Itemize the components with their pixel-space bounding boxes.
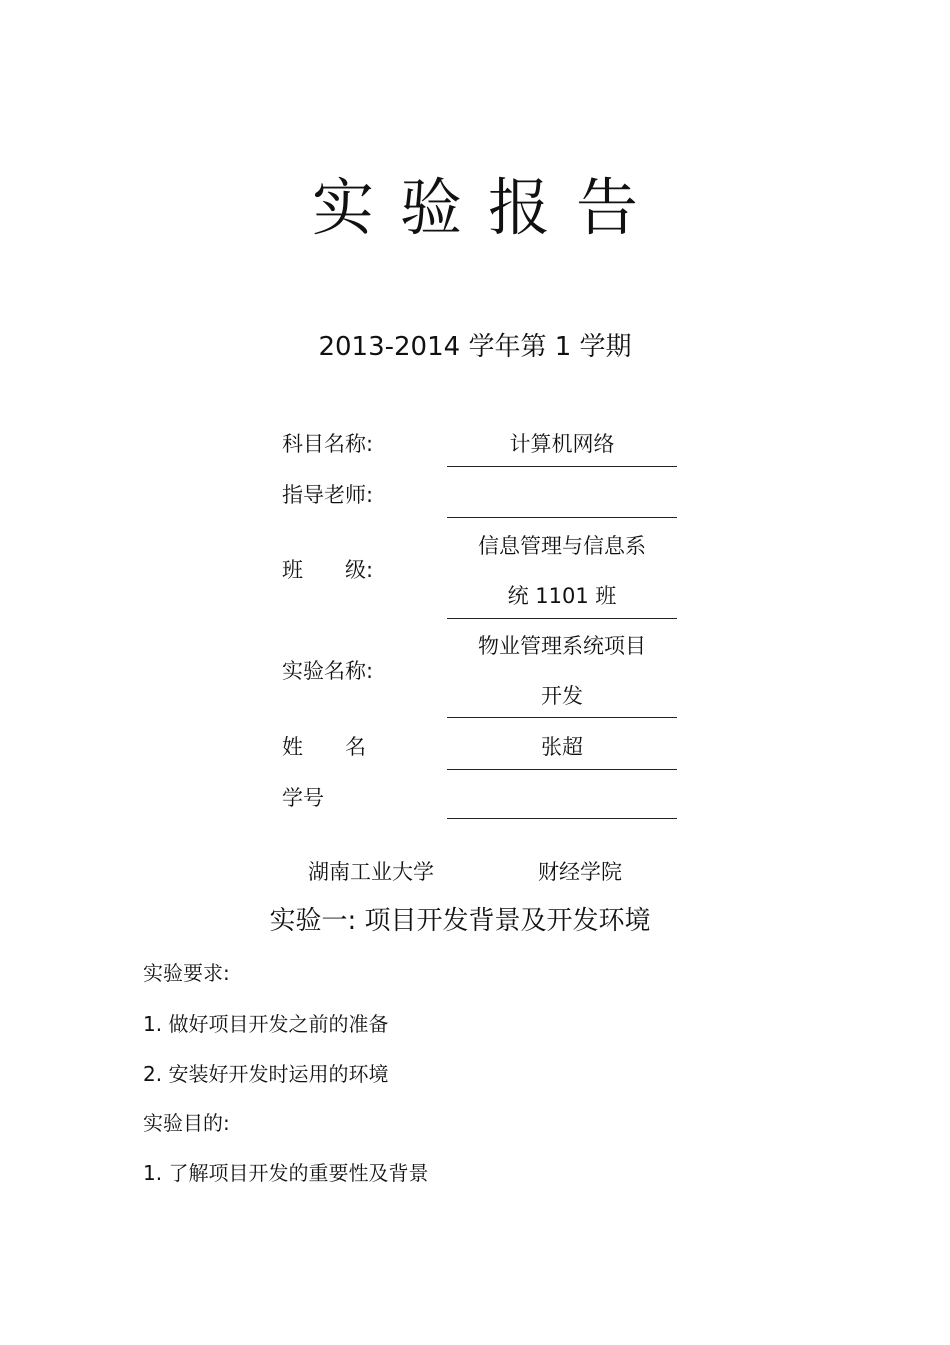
requirements-label: 实验要求: — [143, 961, 230, 985]
university-name: 湖南工业大学 — [308, 860, 434, 884]
requirement-item: 2. 安装好开发时运用的环境 — [143, 1062, 389, 1086]
class-value-line1: 信息管理与信息系 — [478, 534, 646, 558]
goal-item: 1. 了解项目开发的重要性及背景 — [143, 1161, 429, 1185]
subject-label: 科目名称: — [282, 432, 374, 456]
student-id-underline — [447, 818, 677, 819]
semester-line: 2013-2014 学年第 1 学期 — [318, 332, 632, 362]
name-underline — [447, 769, 677, 770]
section-heading: 实验一: 项目开发背景及开发环境 — [269, 906, 651, 936]
class-label: 班 级: — [282, 558, 374, 582]
college-name: 财经学院 — [538, 860, 622, 884]
class-underline — [447, 618, 677, 619]
report-title: 实验报告 — [311, 171, 664, 244]
subject-underline — [447, 466, 677, 467]
experiment-value-line2: 开发 — [541, 684, 583, 708]
student-id-label: 学号 — [282, 786, 324, 810]
advisor-label: 指导老师: — [282, 483, 374, 507]
experiment-value-line1: 物业管理系统项目 — [478, 634, 646, 658]
experiment-underline — [447, 717, 677, 718]
advisor-underline — [447, 517, 677, 518]
class-value-line2: 统 1101 班 — [507, 584, 617, 608]
name-value: 张超 — [541, 735, 583, 759]
subject-value: 计算机网络 — [509, 432, 615, 456]
goals-label: 实验目的: — [143, 1111, 230, 1135]
requirement-item: 1. 做好项目开发之前的准备 — [143, 1012, 389, 1036]
name-label: 姓 名 — [282, 735, 366, 759]
experiment-label: 实验名称: — [282, 659, 374, 683]
